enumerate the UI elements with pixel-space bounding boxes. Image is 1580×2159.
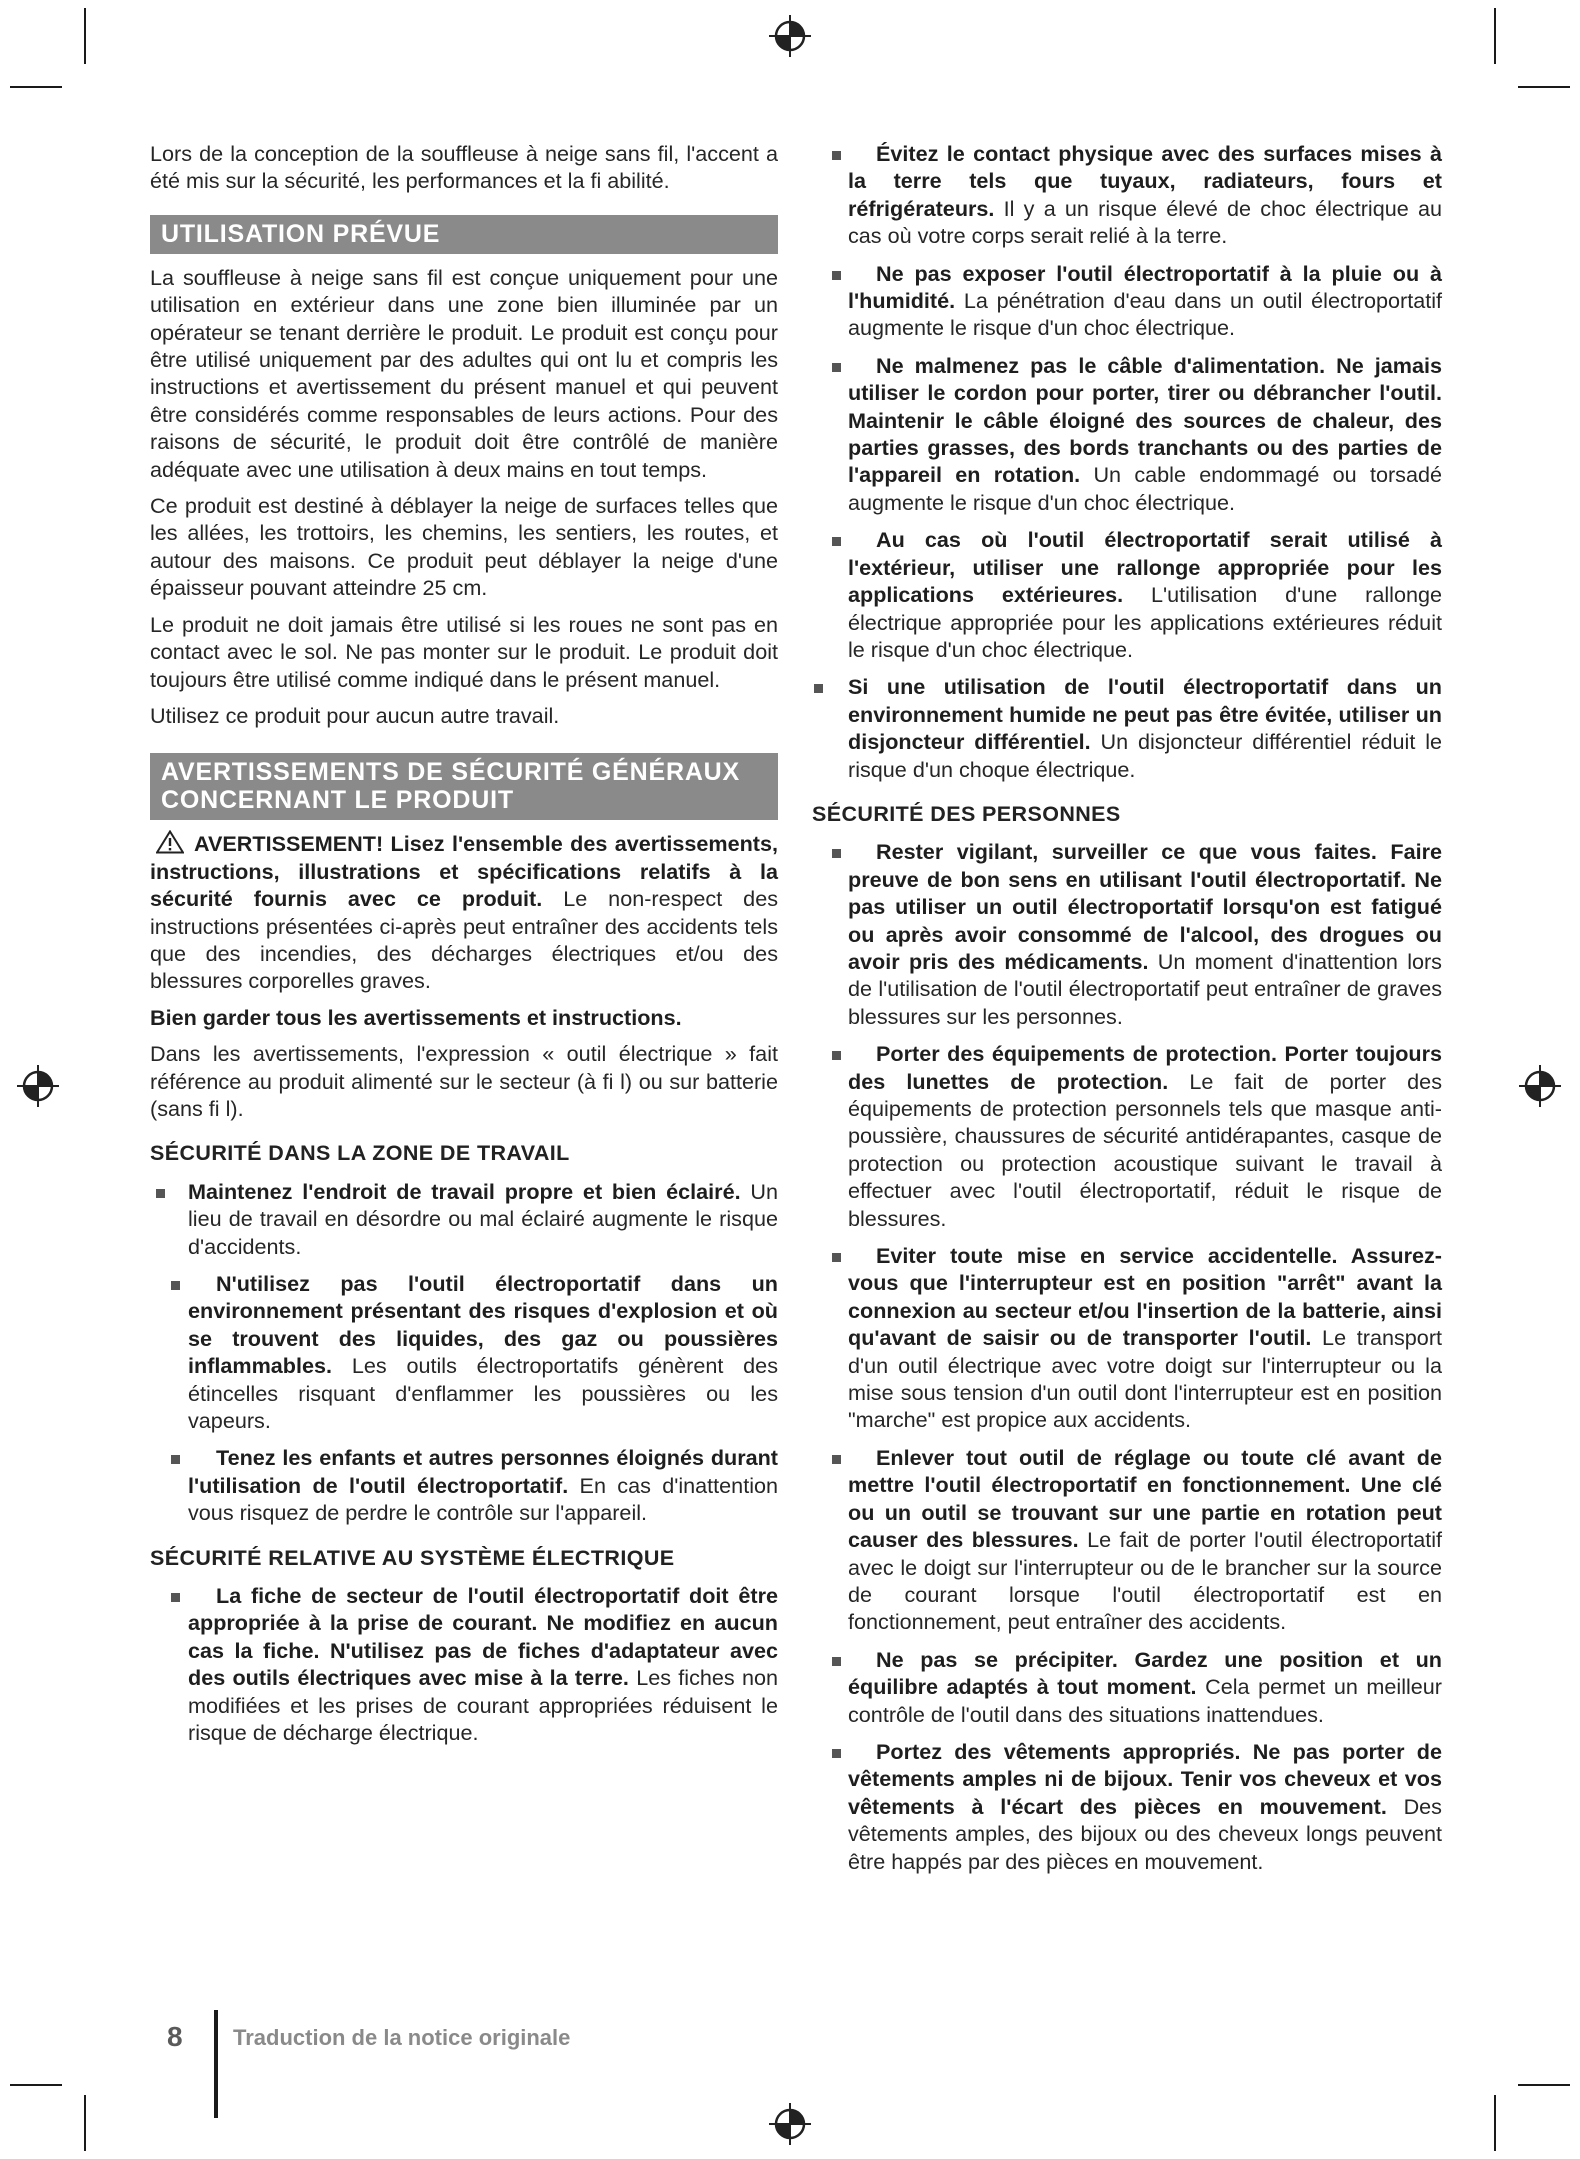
bullet-square-icon <box>832 1051 841 1060</box>
footer-label: Traduction de la notice originale <box>233 2025 571 2050</box>
subheading-personal-safety: SÉCURITÉ DES PERSONNES <box>812 801 1121 826</box>
bullet-square-icon <box>832 1253 841 1262</box>
left-column <box>150 140 778 1757</box>
list-item: Portez des vêtements appropriés. Ne pas porter de vêtements amples ni de bijoux. Tenir vos cheveux et vos vêtements à l'écart des pièces en mouvement. Des vêtements amples, des bijoux ou des cheveux longs peuvent être happés par des pièces en mouvement. <box>820 1738 1442 1875</box>
list-item: Ne malmenez pas le câble d'alimentation. Ne jamais utiliser le cordon pour porter, tirer ou débrancher l'outil. Maintenir le câble éloigné des sources de chaleur, des parties grasses, des bords tranchants ou des parties de l'appareil en rotation. Un cable endommagé ou torsadé augmente le risque d'un choc électrique. <box>820 352 1442 516</box>
list-item: Enlever tout outil de réglage ou toute clé avant de mettre l'outil électroportatif en fonctionnement. Une clé ou un outil se trouvant sur une partie en rotation peut causer des blessures. Le fait de porter l'outil électroportatif avec le doigt sur l'interrupteur ou de le brancher sur la source de courant lorsque l'outil électroportatif est en fonctionnement, peut entraîner des accidents. <box>820 1444 1442 1636</box>
usage-paragraph: La souffleuse à neige sans fil est conçue uniquement pour une utilisation en extérieur dans une zone bien illuminée par un opérateur se tenant derrière le produit. Le produit est conçu pour être utilisé uniquement par des adultes qui ont lu et compris les instructions et avertissement du présent manuel et qui peuvent être considérés comme responsables de leurs actions. Pour des raisons de sécurité, le produit doit être contrôlé de manière adéquate avec une utilisation à deux mains en tout temps. <box>150 264 778 482</box>
warning-triangle-icon <box>156 830 184 854</box>
list-item: N'utilisez pas l'outil électroportatif dans un environnement présentant des risques d'explosion et où se trouvent des liquides, des gaz ou poussières inflammables. Les outils électroportatifs génèrent des étincelles risquant d'enflammer les poussières ou les vapeurs. <box>150 1270 778 1434</box>
list-item: La fiche de secteur de l'outil électroportatif doit être appropriée à la prise de courant. Ne modifiez en aucun cas la fiche. N'utilisez pas de fiches d'adaptateur avec des outils électriques avec mise à la terre. Les fiches non modifiées et les prises de courant appropriées réduisent le risque de décharge électrique. <box>150 1582 778 1746</box>
bullet-square-icon <box>171 1593 180 1602</box>
bullet-square-icon <box>156 1189 165 1198</box>
bullet-square-icon <box>814 684 823 693</box>
crop-mark <box>84 8 86 64</box>
bullet-square-icon <box>832 849 841 858</box>
registration-mark-icon <box>16 1064 60 1108</box>
crop-mark <box>10 2084 62 2086</box>
crop-mark <box>1518 86 1570 88</box>
bullet-square-icon <box>171 1281 180 1290</box>
list-item: Rester vigilant, surveiller ce que vous faites. Faire preuve de bon sens en utilisant l'outil électroportatif. Ne pas utiliser un outil électroportatif lorsqu'on est fatigué ou après avoir consommé de l'alcool, des drogues ou avoir pris des médicaments. Un moment d'inattention lors de l'utilisation de l'outil électroportatif peut entraîner de graves blessures sur les personnes. <box>820 838 1442 1030</box>
registration-mark-icon <box>768 2102 812 2146</box>
bullet-square-icon <box>832 363 841 372</box>
section-title-line: AVERTISSEMENTS DE SÉCURITÉ GÉNÉRAUX <box>161 758 741 787</box>
section-title-general-warnings <box>150 753 778 820</box>
registration-mark-icon <box>1518 1064 1562 1108</box>
usage-paragraph: Le produit ne doit jamais être utilisé si les roues ne sont pas en contact avec le sol. Ne pas monter sur le produit. Le produit doit toujours être utilisé comme indiqué dans le présent manuel. <box>150 611 778 692</box>
bullet-square-icon <box>832 1749 841 1758</box>
crop-mark <box>1494 8 1496 64</box>
list-item: Tenez les enfants et autres personnes éloignés durant l'utilisation de l'outil électroportatif. En cas d'inattention vous risquez de perdre le contrôle sur l'appareil. <box>150 1444 778 1526</box>
crop-mark <box>1518 2084 1570 2086</box>
bullet-square-icon <box>832 1455 841 1464</box>
list-item: Porter des équipements de protection. Porter toujours des lunettes de protection. Le fait de porter des équipements de protection personnels tels que masque anti-poussière, chaussures de sécurité antidérapantes, casque de protection ou protection acoustique suivant le travail à effectuer avec l'outil électroportatif, réduit le risque de blessures. <box>820 1040 1442 1232</box>
warning-text: Le non-respect des instructions présentées ci-après peut entraîner des accidents tels que des incendies, des décharges électriques et/ou des blessures corporelles graves. <box>150 886 778 994</box>
intro-paragraph: Lors de la conception de la souffleuse à neige sans fil, l'accent a été mis sur la sécurité, les performances et la fi abilité. <box>150 141 778 194</box>
page-number: 8 <box>167 2021 183 2052</box>
bullet-square-icon <box>832 537 841 546</box>
bullet-square-icon <box>171 1455 180 1464</box>
list-item: Ne pas se précipiter. Gardez une position et un équilibre adaptés à tout moment. Cela permet un meilleur contrôle de l'outil dans des situations inattendues. <box>820 1646 1442 1728</box>
usage-paragraph: Ce produit est destiné à déblayer la neige de surfaces telles que les allées, les trottoirs, les chemins, les sentiers, les routes, et autour des maisons. Ce produit peut déblayer la neige d'une épaisseur pouvant atteindre 25 cm. <box>150 493 778 601</box>
right-column <box>812 140 1443 1885</box>
list-item: Ne pas exposer l'outil électroportatif à la pluie ou à l'humidité. La pénétration d'eau dans un outil électroportatif augmente le risque d'un choc électrique. <box>820 260 1442 342</box>
bullet-square-icon <box>832 1657 841 1666</box>
warning-bold-text: AVERTISSEMENT! Lisez l'ensemble des avertissements, instructions, illustrations et spécifications relatifs à la sécurité fournis avec ce produit. <box>150 831 778 912</box>
section-title-intended-use: UTILISATION PRÉVUE <box>150 215 778 254</box>
warning-paragraph <box>150 830 778 994</box>
crop-mark <box>84 2095 86 2151</box>
footer-divider <box>214 2010 218 2118</box>
list-item: Au cas où l'outil électroportatif serait utilisé à l'extérieur, utiliser une rallonge appropriée pour les applications extérieures. L'utilisation d'une rallonge électrique appropriée pour les applications extérieures réduit le risque d'un choc électrique. <box>820 526 1442 663</box>
crop-mark <box>10 86 62 88</box>
definition-paragraph: Dans les avertissements, l'expression « outil électrique » fait référence au produit alimenté sur le secteur (à fi l) ou sur batterie (sans fi l). <box>150 1041 778 1121</box>
list-item: Si une utilisation de l'outil électroportatif dans un environnement humide ne peut pas être évitée, utiliser un disjoncteur différentiel. Un disjoncteur différentiel réduit le risque d'un choque électrique. <box>820 673 1442 783</box>
keep-instructions-note: Bien garder tous les avertissements et instructions. <box>150 1004 682 1030</box>
section-title-line: CONCERNANT LE PRODUIT <box>161 786 514 815</box>
usage-paragraph: Utilisez ce produit pour aucun autre travail. <box>150 702 560 728</box>
crop-mark <box>1494 2095 1496 2151</box>
registration-mark-icon <box>768 14 812 58</box>
list-item: Maintenez l'endroit de travail propre et bien éclairé. Un lieu de travail en désordre ou mal éclairé augmente le risque d'accidents. <box>150 1178 778 1260</box>
bullet-square-icon <box>832 151 841 160</box>
list-item: Eviter toute mise en service accidentelle. Assurez-vous que l'interrupteur est en position "arrêt" avant la connexion au secteur et/ou l'insertion de la batterie, ainsi qu'avant de saisir ou de transporter l'outil. Le transport d'un outil électrique avec votre doigt sur l'interrupteur ou la mise sous tension d'un outil dont l'interrupteur est en position "marche" est propice aux accidents. <box>820 1242 1442 1434</box>
bullet-square-icon <box>832 271 841 280</box>
subheading-electrical-safety: SÉCURITÉ RELATIVE AU SYSTÈME ÉLECTRIQUE <box>150 1545 675 1570</box>
subheading-work-area: SÉCURITÉ DANS LA ZONE DE TRAVAIL <box>150 1141 570 1166</box>
list-item: Évitez le contact physique avec des surfaces mises à la terre tels que tuyaux, radiateurs, fours et réfrigérateurs. Il y a un risque élevé de choc électrique au cas où votre corps serait relié à la terre. <box>820 140 1442 250</box>
